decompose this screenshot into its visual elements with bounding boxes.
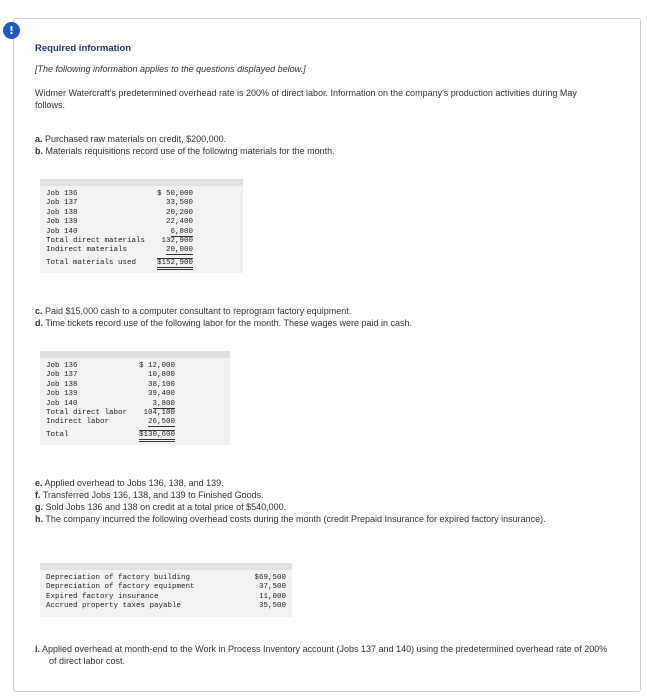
table-row: Accrued property taxes payable 35,500 [46, 602, 286, 611]
table-row: Job 139 22,400 [46, 218, 194, 227]
item-f: f. Transferred Jobs 136, 138, and 139 to Finished Goods. [35, 490, 264, 500]
item-h: h. The company incurred the following overhead costs during the month (credit Prepaid Insurance for expired factory insurance). [35, 514, 546, 524]
table-row: Depreciation of factory building $69,500 [46, 574, 286, 582]
table-row: Job 138 20,200 [46, 208, 194, 217]
table-row: Job 139 39,400 [46, 390, 176, 399]
item-d: d. Time tickets record use of the following labor for the month. These wages were paid in cash. [35, 318, 413, 328]
table-row: Job 140 6,800 [46, 227, 194, 236]
info-note: [The following information applies to the questions displayed below.] [35, 64, 306, 74]
overhead-table [40, 563, 292, 617]
table-header-band [40, 563, 292, 570]
alert-icon: ! [3, 22, 20, 39]
item-a: a. Purchased raw materials on credit, $200,000. [35, 134, 227, 144]
labor-table [40, 351, 230, 445]
table-header-band [40, 179, 243, 186]
table-row: Depreciation of factory equipment 37,500 [46, 583, 286, 592]
item-i-block [35, 643, 610, 667]
table-row: Indirect materials 20,000 [46, 246, 194, 255]
table-row: Total direct materials 132,900 [46, 237, 194, 246]
table-row: Total direct labor 104,100 [46, 409, 176, 418]
table-row: Job 137 33,500 [46, 199, 194, 208]
table-row: Job 138 38,100 [46, 380, 176, 389]
table-row: Job 136 $ 50,000 [46, 190, 194, 198]
section-title: Required information [35, 43, 132, 54]
table-row: Total materials used $152,900 [40, 259, 199, 268]
table-row: Total $130,600 [40, 431, 181, 440]
table-header-band [40, 351, 230, 358]
table-row: Indirect labor 26,500 [46, 418, 176, 427]
item-i: i. Applied overhead at month-end to the Work in Process Inventory account (Jobs 137 and 140) using the predetermined overhead rate of 200% of direct labor cost. [35, 644, 608, 666]
table-row: Expired factory insurance 11,000 [46, 592, 286, 601]
item-e: e. Applied overhead to Jobs 136, 138, and 139. [35, 478, 224, 488]
item-c: c. Paid $15,000 cash to a computer consultant to reprogram factory equipment. [35, 306, 352, 316]
table-row: Job 137 10,800 [46, 371, 176, 380]
item-g: g. Sold Jobs 136 and 138 on credit at a total price of $540,000. [35, 502, 287, 512]
items-c-d [35, 305, 610, 329]
items-a-b [35, 133, 610, 157]
item-b: b. Materials requisitions record use of the following materials for the month. [35, 146, 335, 156]
materials-table [40, 179, 243, 273]
intro-paragraph: Widmer Watercraft's predetermined overhead rate is 200% of direct labor. Information on the company's production activities during May follows. [35, 88, 577, 110]
items-e-h [35, 477, 610, 525]
table-row: Job 140 3,800 [46, 399, 176, 408]
table-row: Job 136 $ 12,000 [46, 362, 176, 370]
